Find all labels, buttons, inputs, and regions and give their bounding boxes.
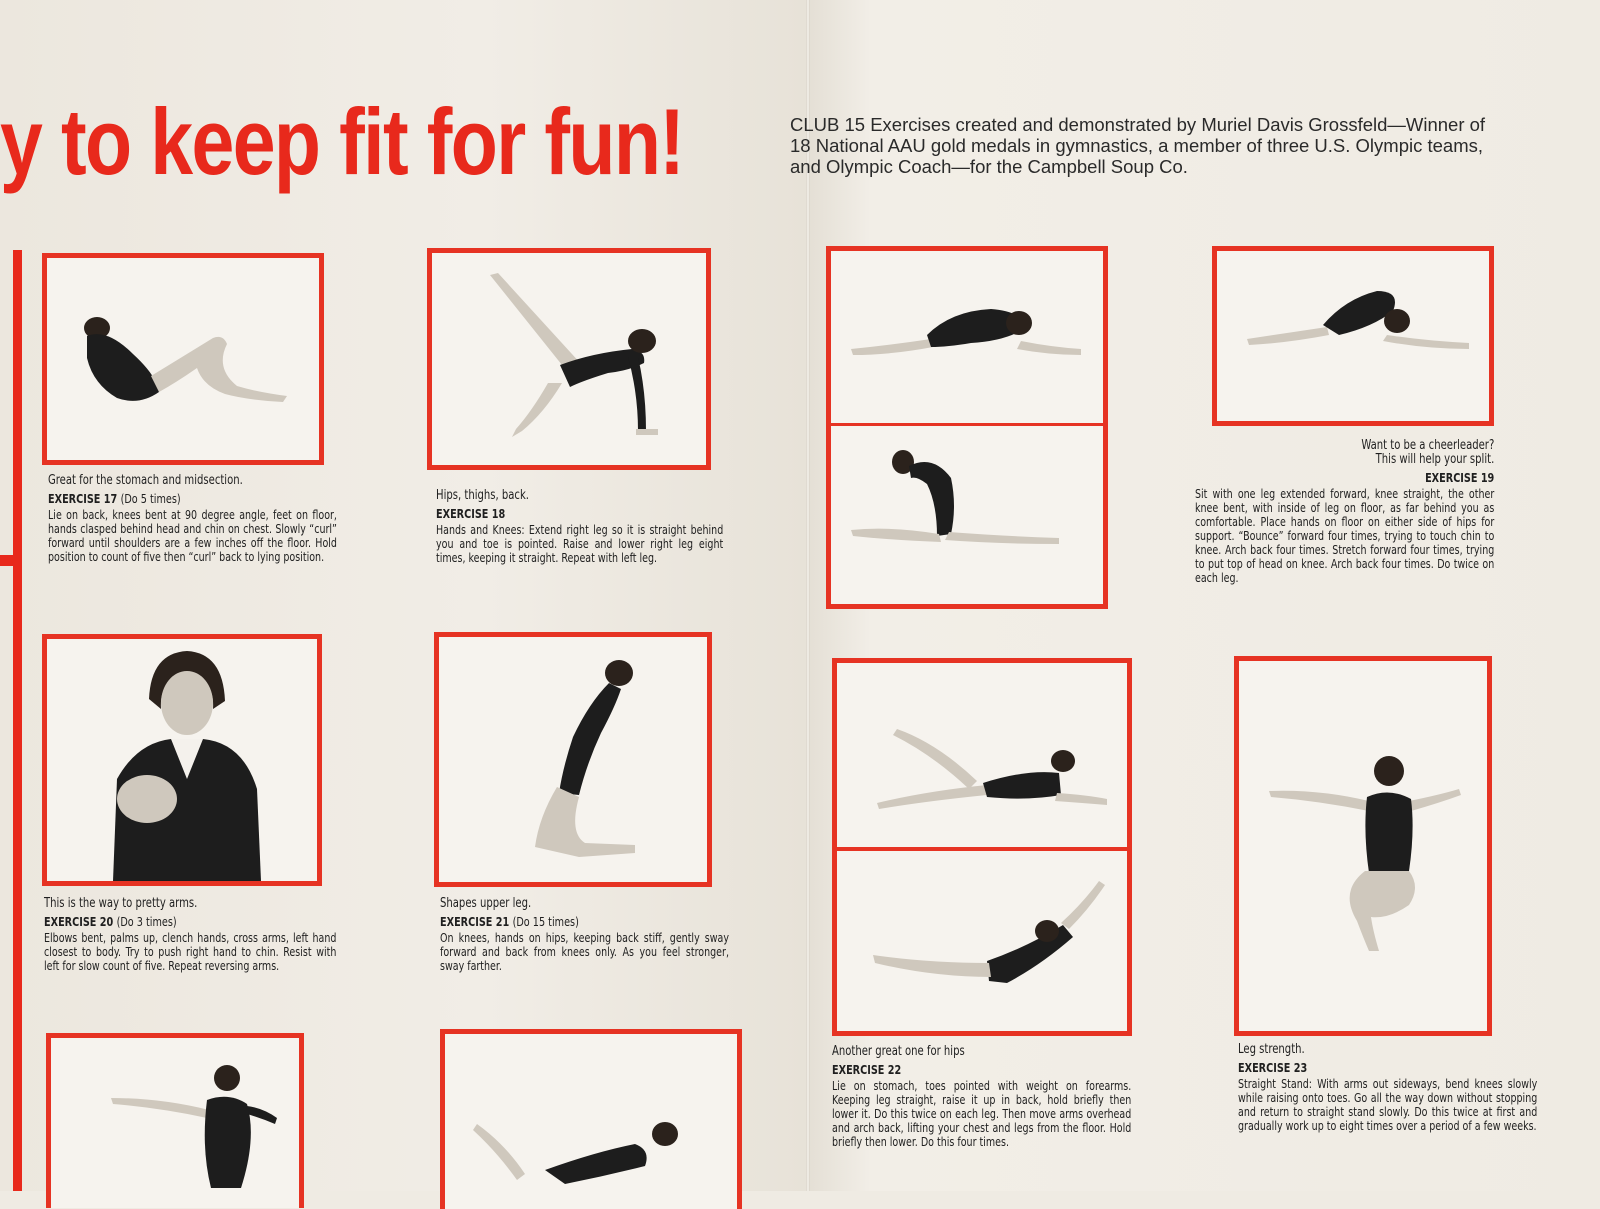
exercise-21-photo bbox=[434, 632, 712, 887]
exercise-19-title: EXERCISE 19 bbox=[1425, 470, 1495, 485]
exercise-21-reps: (Do 15 times) bbox=[512, 914, 579, 929]
exercise-18-lead: Hips, thighs, back. bbox=[436, 488, 529, 503]
exercise-20-number: EXERCISE 20 bbox=[44, 914, 114, 929]
exercise-19-photo-bottom bbox=[826, 423, 1108, 609]
exercise-22-figure-bottom bbox=[837, 851, 1127, 1031]
exercise-17-photo bbox=[42, 253, 324, 465]
exercise-25-figure-partial bbox=[445, 1034, 739, 1199]
exercise-22-caption bbox=[832, 1045, 1131, 1149]
exercise-23-title: EXERCISE 23 bbox=[1238, 1060, 1308, 1075]
exercise-22-lead: Another great one for hips bbox=[832, 1044, 965, 1059]
exercise-19-figure-top bbox=[831, 251, 1103, 423]
exercise-23-instructions: Straight Stand: With arms out sideways, bend knees slowly while raising onto toes. Go all the way down without stopping and return to straight stand slowly. Do this twice at first and gradually work up to eight times over a period of a few weeks. bbox=[1238, 1077, 1538, 1133]
left-edge-red-tick bbox=[0, 555, 14, 566]
exercise-22-figure-top bbox=[837, 663, 1127, 847]
exercise-20-title bbox=[44, 915, 336, 929]
center-fold bbox=[806, 0, 810, 1191]
exercise-19-instructions: Sit with one leg extended forward, knee straight, the other knee bent, with inside of leg on floor, as far behind you as comfortable. Place hands on floor on either side of hips for support. “Bounce” forward four times, trying to touch chin to knee. Arch back four times. Stretch forward four times, trying to put top of head on knee. Arch back four times. Do twice on each leg. bbox=[1195, 487, 1495, 585]
exercise-21-instructions: On knees, hands on hips, keeping back stiff, gently sway forward and back from knees only. As you feel stronger, sway farther. bbox=[440, 931, 729, 973]
exercise-19-caption bbox=[1195, 439, 1494, 585]
left-edge-red-bar bbox=[13, 250, 22, 1191]
exercise-18-instructions: Hands and Knees: Extend right leg so it is straight behind you and toe is pointed. Raise and lower right leg eight times, keeping it straight. Repeat with left leg. bbox=[436, 523, 724, 565]
exercise-23-lead: Leg strength. bbox=[1238, 1042, 1305, 1057]
exercise-22-title: EXERCISE 22 bbox=[832, 1062, 902, 1077]
credit-text: CLUB 15 Exercises created and demonstrated by Muriel Davis Grossfeld—Winner of 18 National AAU gold medals in gymnastics, a member of three U.S. Olympic teams, and Olympic Coach—for the Campbell Soup Co. bbox=[790, 114, 1486, 177]
exercise-18-figure bbox=[432, 253, 706, 465]
exercise-24-photo-partial bbox=[46, 1033, 304, 1208]
exercise-20-photo bbox=[42, 634, 322, 886]
exercise-20-caption bbox=[44, 897, 336, 973]
exercise-18-caption bbox=[436, 489, 723, 565]
exercise-19-figure-bottom bbox=[831, 426, 1103, 604]
exercise-20-lead: This is the way to pretty arms. bbox=[44, 896, 198, 911]
exercise-22-photo-bottom bbox=[832, 848, 1132, 1036]
exercise-17-caption bbox=[48, 474, 337, 564]
exercise-21-title bbox=[440, 915, 729, 929]
exercise-22-photo-top bbox=[832, 658, 1132, 850]
exercise-20-reps: (Do 3 times) bbox=[116, 914, 177, 929]
exercise-17-reps: (Do 5 times) bbox=[120, 491, 181, 506]
exercise-19-lead-1: Want to be a cheerleader? bbox=[1361, 438, 1495, 453]
exercise-19-photo-right bbox=[1212, 246, 1494, 426]
exercise-19-lead-2: This will help your split. bbox=[1375, 452, 1495, 467]
exercise-23-figure bbox=[1239, 661, 1487, 1031]
exercise-25-photo-partial bbox=[440, 1029, 742, 1209]
exercise-20-instructions: Elbows bent, palms up, clench hands, cross arms, left hand closest to body. Try to push right hand to chin. Resist with left for slow count of five. Repeat reversing arms. bbox=[44, 931, 337, 973]
exercise-23-caption bbox=[1238, 1043, 1537, 1133]
exercise-19-figure-right bbox=[1217, 251, 1489, 421]
exercise-18-photo bbox=[427, 248, 711, 470]
exercise-19-photo-top bbox=[826, 246, 1108, 426]
exercise-17-instructions: Lie on back, knees bent at 90 degree angle, feet on floor, hands clasped behind head and chin on chest. Slowly “curl” forward until shoulders are a few inches off the floor. Hold position to count of five then “curl” back to lying position. bbox=[48, 508, 337, 564]
exercise-17-lead: Great for the stomach and midsection. bbox=[48, 473, 243, 488]
headline: y to keep fit for fun! bbox=[0, 89, 684, 194]
exercise-17-figure bbox=[47, 258, 319, 460]
exercise-21-number: EXERCISE 21 bbox=[440, 914, 510, 929]
exercise-17-number: EXERCISE 17 bbox=[48, 491, 118, 506]
exercise-17-title bbox=[48, 492, 337, 506]
exercise-21-lead: Shapes upper leg. bbox=[440, 896, 532, 911]
exercise-21-caption bbox=[440, 897, 729, 973]
exercise-23-photo bbox=[1234, 656, 1492, 1036]
exercise-22-instructions: Lie on stomach, toes pointed with weight on forearms. Keeping leg straight, raise it up in back, hold briefly then lower it. Do this twice on each leg. Then move arms overhead and arch back, lifting your chest and legs from the floor. Hold briefly then lower. Do this four times. bbox=[832, 1079, 1132, 1149]
exercise-20-figure bbox=[47, 639, 317, 881]
exercise-24-figure-partial bbox=[51, 1038, 301, 1198]
exercise-21-figure bbox=[439, 637, 707, 882]
exercise-18-title: EXERCISE 18 bbox=[436, 506, 506, 521]
